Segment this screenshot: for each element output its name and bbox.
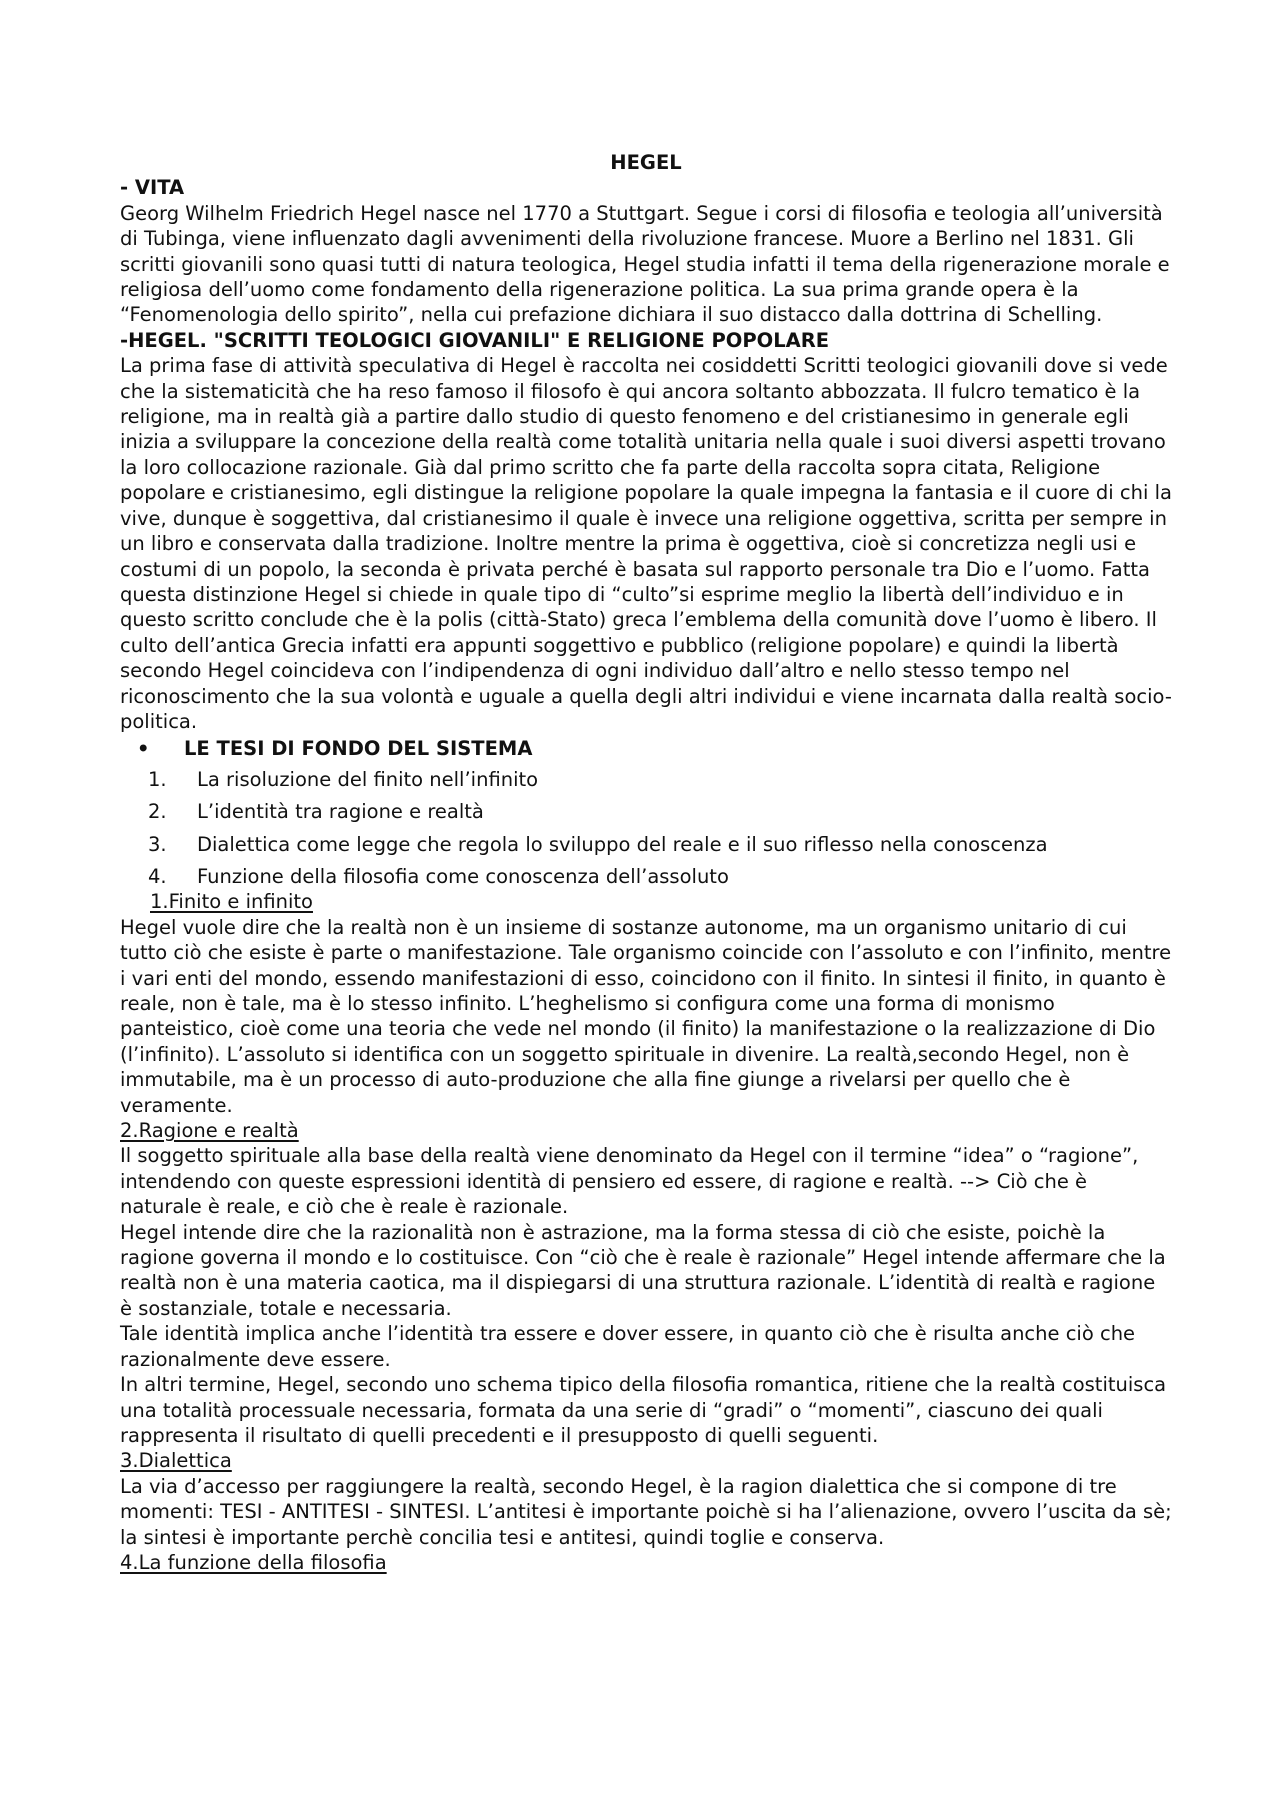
- subheading-filosofia-text: 4.La funzione della filosofia: [120, 1550, 387, 1574]
- list-item-text: Funzione della filosofia come conoscenza dell’assoluto: [197, 864, 729, 888]
- subheading-ragione-text: 2.Ragione e realtà: [120, 1119, 299, 1143]
- paragraph-ragione-3: Tale identità implica anche l’identità tra essere e dover essere, in quanto ciò che è risulta anche ciò che razionalmente deve essere.: [120, 1322, 1136, 1371]
- list-item: [120, 767, 1172, 792]
- subheading-finito: [120, 889, 1172, 914]
- list-item: [120, 799, 1172, 824]
- tesi-heading: LE TESI DI FONDO DEL SISTEMA: [184, 737, 533, 761]
- section-heading-vita: - VITA: [120, 176, 185, 200]
- list-item-text: La risoluzione del finito nell’infinito: [197, 767, 539, 791]
- list-item: [120, 832, 1172, 857]
- paragraph-finito: Hegel vuole dire che la realtà non è un insieme di sostanze autonome, ma un organismo unitario di cui tutto ciò che esiste è parte o manifestazione. Tale organismo coincide con l’assoluto e con l’infinito, mentre i vari enti del mondo, essendo manifestazioni di esso, coincidono con il finito. In sintesi il finito, in quanto è reale, non è tale, ma è lo stesso infinito. L’heghelismo si configura come una forma di monismo panteistico, cioè come una teoria che vede nel mondo (il finito) la manifestazione o la realizzazione di Dio (l’infinito). L’assoluto si identifica con un soggetto spirituale in divenire. La realtà,secondo Hegel, non è immutabile, ma è un processo di auto-produzione che alla fine giunge a rivelarsi per quello che è veramente.: [120, 915, 1172, 1117]
- paragraph-dialettica: La via d’accesso per raggiungere la realtà, secondo Hegel, è la ragion dialettica che si compone di tre momenti: TESI - ANTITESI - SINTESI. L’antitesi è importante poichè si ha l’alienazione, ovvero l’uscita da sè; la sintesi è importante perchè concilia tesi e antitesi, quindi toglie e conserva.: [120, 1474, 1172, 1549]
- list-item-text: Dialettica come legge che regola lo sviluppo del reale e il suo riflesso nella conoscenza: [197, 832, 1048, 856]
- subheading-finito-text: 1.Finito e infinito: [150, 890, 313, 914]
- bullet-icon: •: [137, 737, 150, 761]
- section-heading-scritti: -HEGEL. "SCRITTI TEOLOGICI GIOVANILI" E RELIGIONE POPOLARE: [120, 328, 830, 352]
- list-item: [120, 864, 1172, 889]
- theses-list: [120, 767, 1172, 890]
- subheading-ragione: [120, 1118, 1172, 1143]
- paragraph-ragione-2: Hegel intende dire che la razionalità non è astrazione, ma la forma stessa di ciò che esiste, poichè la ragione governa il mondo e lo costituisce. Con “ciò che è reale è razionale” Hegel intende affermare che la realtà non è una materia caotica, ma il dispiegarsi di una struttura razionale. L’identità di realtà e ragione è sostanziale, totale e necessaria.: [120, 1220, 1166, 1320]
- paragraph-scritti: La prima fase di attività speculativa di Hegel è raccolta nei cosiddetti Scritti teologici giovanili dove si vede che la sistematicità che ha reso famoso il filosofo è qui ancora soltanto abbozzata. Il fulcro tematico è la religione, ma in realtà già a partire dallo studio di questo fenomeno e del cristianesimo in generale egli inizia a sviluppare la concezione della realtà come totalità unitaria nella quale i suoi diversi aspetti trovano la loro collocazione razionale. Già dal primo scritto che fa parte della raccolta sopra citata, Religione popolare e cristianesimo, egli distingue la religione popolare la quale impegna la fantasia e il cuore di chi la vive, dunque è soggettiva, dal cristianesimo il quale è invece una religione oggettiva, scritta per sempre in un libro e conservata dalla tradizione. Inoltre mentre la prima è oggettiva, cioè si concretizza negli usi e costumi di un popolo, la seconda è privata perché è basata sul rapporto personale tra Dio e l’uomo. Fatta questa distinzione Hegel si chiede in quale tipo di “culto”si esprime meglio la libertà dell’individuo e in questo scritto conclude che è la polis (città-Stato) greca l’emblema della comunità dove l’uomo è libero. Il culto dell’antica Grecia infatti era appunti soggettivo e pubblico (religione popolare) e quindi la libertà secondo Hegel coincideva con l’indipendenza di ogni individuo dall’altro e nello stesso tempo nel riconoscimento che la sua volontà e uguale a quella degli altri individui e viene incarnata dalla realtà socio-politica.: [120, 354, 1172, 733]
- subheading-dialettica-text: 3.Dialettica: [120, 1449, 232, 1473]
- subheading-dialettica: [120, 1448, 1172, 1473]
- list-item-number: 2.: [148, 800, 167, 824]
- list-item-number: 3.: [148, 832, 167, 856]
- list-item-text: L’identità tra ragione e realtà: [197, 800, 484, 824]
- paragraph-vita: Georg Wilhelm Friedrich Hegel nasce nel 1770 a Stuttgart. Segue i corsi di filosofia e teologia all’università di Tubinga, viene influenzato dagli avvenimenti della rivoluzione francese. Muore a Berlino nel 1831. Gli scritti giovanili sono quasi tutti di natura teologica, Hegel studia infatti il tema della rigenerazione morale e religiosa dell’uomo come fondamento della rigenerazione politica. La sua prima grande opera è la “Fenomenologia dello spirito”, nella cui prefazione dichiara il suo distacco dalla dottrina di Schelling.: [120, 201, 1170, 327]
- list-item-number: 1.: [148, 767, 167, 791]
- paragraph-ragione-4: In altri termine, Hegel, secondo uno schema tipico della filosofia romantica, ritiene che la realtà costituisca una totalità processuale necessaria, formata da una serie di “gradi” o “momenti”, ciascuno dei quali rappresenta il risultato di quelli precedenti e il presupposto di quelli seguenti.: [120, 1373, 1167, 1447]
- paragraph-ragione-1: Il soggetto spirituale alla base della realtà viene denominato da Hegel con il termine “idea” o “ragione”, intendendo con queste espressioni identità di pensiero ed essere, di ragione e realtà. --> Ciò che è naturale è reale, e ciò che è reale è razionale.: [120, 1144, 1139, 1219]
- document-title: HEGEL: [610, 151, 682, 174]
- document-page: [120, 150, 1172, 1575]
- subheading-filosofia: [120, 1550, 1172, 1575]
- list-item-number: 4.: [148, 864, 167, 888]
- bullet-heading-tesi: [120, 736, 1172, 761]
